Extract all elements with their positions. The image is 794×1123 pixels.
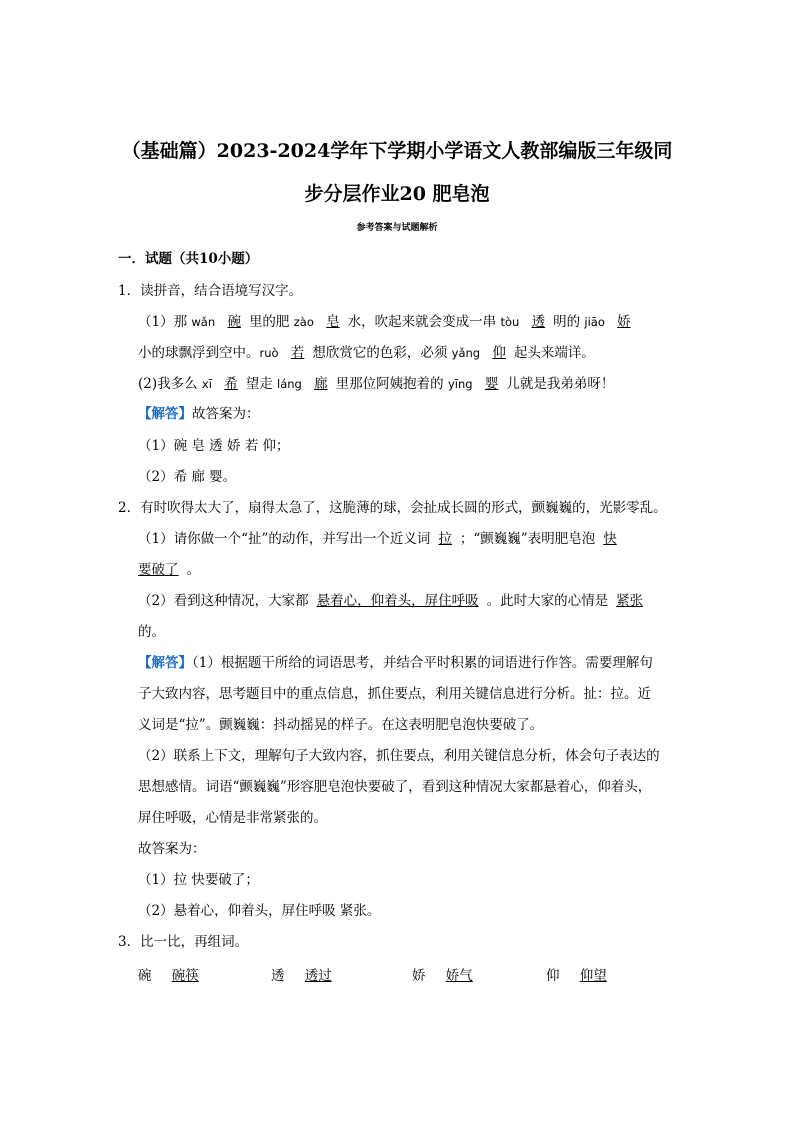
text: 。此时大家的心情是 xyxy=(486,593,609,609)
q1-solution-label xyxy=(138,405,260,423)
q2-answer2: （2）悬着心，仰着头，屏住呼吸 紧张。 xyxy=(138,903,381,919)
q2-answer1: （1）拉 快要破了； xyxy=(138,872,259,888)
q3-char: 透 xyxy=(271,968,285,984)
answer-blank: 快 xyxy=(603,531,617,547)
text: （2）看到这种情况，大家都 xyxy=(138,593,309,609)
q1-line3 xyxy=(138,375,614,393)
answer-blank: 透过 xyxy=(304,968,332,984)
q1-line1 xyxy=(138,313,639,331)
text: 小的球飘浮到空中。 xyxy=(138,345,260,361)
q1-line2 xyxy=(138,344,595,362)
q1-stem: 1．读拼音，结合语境写汉字。 xyxy=(118,283,303,299)
answer-tag: 【解答】 xyxy=(138,655,192,671)
text: 故答案为： xyxy=(192,406,260,422)
pinyin: yīng xyxy=(447,377,473,391)
answer-blank: 婴 xyxy=(484,376,499,392)
q3-char: 碗 xyxy=(138,968,152,984)
pinyin: ruò xyxy=(259,346,279,360)
text: 望走 xyxy=(245,376,278,392)
text: 想欣赏它的色彩，必须 xyxy=(312,345,452,361)
q2-explain2a: （2）联系上下文，理解句子大致内容，抓住要点，利用关键信息分析，体会句子表达的 xyxy=(138,748,660,764)
text: 水，吹起来就会变成一串 xyxy=(347,314,501,330)
q3-item xyxy=(138,967,215,985)
answer-blank: 要破了 xyxy=(138,562,179,578)
pinyin: jiāo xyxy=(584,315,605,329)
text: （1）那 xyxy=(138,314,192,330)
q3-item xyxy=(412,967,489,985)
answer-blank: 拉 xyxy=(438,531,452,547)
q2-explain1c: 义词是“拉”。颤巍巍：抖动摇晃的样子。在这表明肥皂泡快要破了。 xyxy=(138,717,544,733)
q2-sub2-cont: 的。 xyxy=(138,624,165,640)
answer-blank: 碗筷 xyxy=(171,968,199,984)
q2-sub1-cont xyxy=(138,561,200,579)
text: 儿就是我弟弟呀！ xyxy=(506,376,615,392)
q2-explain2b: 思想感情。词语“颤巍巍”形容肥皂泡快要破了，看到这种情况大家都悬着心，仰着头， xyxy=(138,779,652,795)
q1-answer2: （2）希 廊 婴。 xyxy=(138,469,237,485)
pinyin: wǎn xyxy=(191,315,216,329)
q3-stem: 3．比一比，再组词。 xyxy=(118,934,249,950)
answer-blank: 紧张 xyxy=(616,593,644,609)
answer-blank: 仰 xyxy=(492,345,506,361)
text: 里的肥 xyxy=(248,314,294,330)
document-title-line2: 步分层作业20 肥皂泡 xyxy=(304,183,490,205)
q3-item xyxy=(546,967,623,985)
q2-explain1b: 子大致内容，思考题目中的重点信息，抓住要点，利用关键信息进行分析。扯：拉。近 xyxy=(138,686,651,702)
q2-sub2 xyxy=(138,592,651,610)
q1-answer1: （1）碗 皂 透 娇 若 仰； xyxy=(138,438,290,454)
answer-blank: 若 xyxy=(290,345,305,361)
text: 里那位阿姨抱着的 xyxy=(335,376,448,392)
answer-blank: 透 xyxy=(531,314,546,330)
text: (2)我多么 xyxy=(138,376,202,392)
answer-blank: 仰望 xyxy=(579,968,607,984)
answer-tag: 【解答】 xyxy=(138,406,192,422)
q3-char: 娇 xyxy=(412,968,426,984)
q2-explain1a xyxy=(138,654,653,672)
answer-blank: 悬着心，仰着头，屏住呼吸 xyxy=(316,593,479,609)
answer-blank: 娇 xyxy=(617,314,631,330)
answer-blank: 希 xyxy=(224,376,238,392)
document-subtitle: 参考答案与试题解析 xyxy=(356,223,438,233)
pinyin: xī xyxy=(201,377,212,391)
document-title-line1: （基础篇）2023-2024学年下学期小学语文人教部编版三年级同 xyxy=(121,140,673,162)
text: （1）请你做一个“扯”的动作，并写出一个近义词 xyxy=(138,531,431,547)
answer-blank: 廊 xyxy=(314,376,328,392)
answer-blank: 皂 xyxy=(326,314,340,330)
q3-char: 仰 xyxy=(546,968,560,984)
q2-answer-label: 故答案为： xyxy=(138,841,206,857)
q2-stem: 2．有时吹得太大了，扇得太急了，这脆薄的球，会扯成长圆的形式，颤巍巍的，光影零乱。 xyxy=(118,500,667,516)
pinyin: láng xyxy=(277,377,302,391)
text: 。 xyxy=(186,562,200,578)
text: ；“颤巍巍”表明肥皂泡 xyxy=(459,531,596,547)
q3-item xyxy=(271,967,348,985)
pinyin: tòu xyxy=(500,315,520,329)
pinyin: zào xyxy=(293,315,314,329)
q2-explain2c: 屏住呼吸，心情是非常紧张的。 xyxy=(138,810,327,826)
answer-blank: 娇气 xyxy=(445,968,473,984)
text: 明的 xyxy=(553,314,585,330)
text: （1）根据题干所给的词语思考，并结合平时积累的词语进行作答。需要理解句 xyxy=(192,655,653,671)
q2-sub1 xyxy=(138,530,625,548)
section-heading: 一．试题（共10小题） xyxy=(118,251,259,267)
answer-blank: 碗 xyxy=(227,314,241,330)
text: 起头来端详。 xyxy=(513,345,595,361)
pinyin: yǎng xyxy=(451,346,481,360)
